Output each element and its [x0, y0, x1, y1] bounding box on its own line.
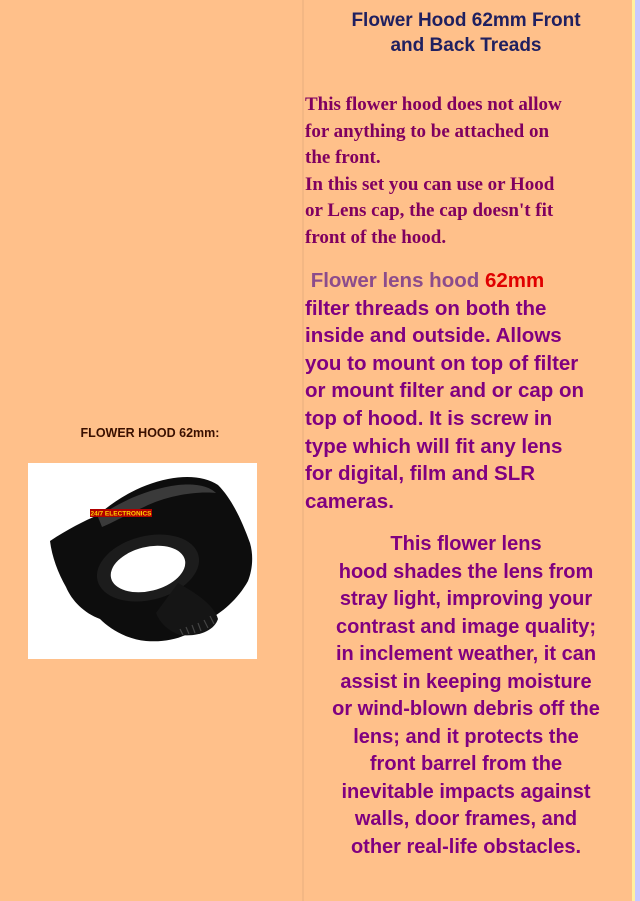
text-line: type which will fit any lens	[305, 434, 563, 458]
text-line: filter threads on both the	[305, 296, 547, 320]
text-line: assist in keeping moisture	[340, 670, 592, 693]
text-line: or Lens cap, the cap doesn't fit	[305, 200, 554, 221]
text-line: This flower hood does not allow	[305, 94, 562, 115]
text-line: lens; and it protects the	[353, 725, 579, 748]
text-line: or wind-blown debris off the	[332, 698, 600, 721]
text-line: you to mount on top of filter	[305, 351, 579, 375]
watermark-text: 24/7 ELECTRONICS	[90, 510, 152, 518]
lens-hood-icon	[28, 463, 257, 659]
compatibility-paragraph	[304, 92, 628, 251]
text-line: In this set you can use or Hood	[305, 173, 555, 195]
product-label: FLOWER HOOD 62mm:	[80, 426, 220, 440]
benefits-paragraph	[304, 531, 628, 861]
text-line: other real-life obstacles.	[350, 835, 582, 858]
left-column	[0, 0, 300, 901]
product-photo	[28, 463, 257, 659]
hood-name: Flower lens hood	[310, 269, 480, 292]
text-line: front barrel from the	[369, 753, 563, 776]
text-line: the front.	[305, 147, 381, 168]
text-line: stray light, improving your	[339, 588, 593, 611]
text-line: or mount filter and or cap on	[305, 379, 585, 403]
text-line: This flower lens	[390, 533, 542, 556]
text-line: for anything to be attached on	[305, 120, 550, 142]
text-line: walls, door frames, and	[354, 808, 578, 831]
title-line: and Back Treads	[390, 35, 542, 56]
text-line: in inclement weather, it can	[335, 643, 597, 666]
text-line: inevitable impacts against	[341, 780, 591, 803]
text-line: cameras.	[305, 489, 394, 513]
title-line: Flower Hood 62mm Front	[351, 10, 581, 31]
description-paragraph	[304, 267, 628, 515]
text-line: inside and outside. Allows	[305, 324, 562, 348]
text-line: top of hood. It is screw in	[305, 406, 553, 430]
page-edge	[628, 0, 640, 901]
page-title	[304, 8, 628, 58]
text-line: for digital, film and SLR	[305, 462, 536, 486]
text-line: front of the hood.	[305, 226, 447, 248]
text-line	[305, 267, 628, 295]
text-line: contrast and image quality;	[335, 615, 597, 638]
text-line: hood shades the lens from	[338, 560, 594, 583]
size-highlight: 62mm	[484, 269, 545, 292]
right-column	[304, 0, 628, 861]
